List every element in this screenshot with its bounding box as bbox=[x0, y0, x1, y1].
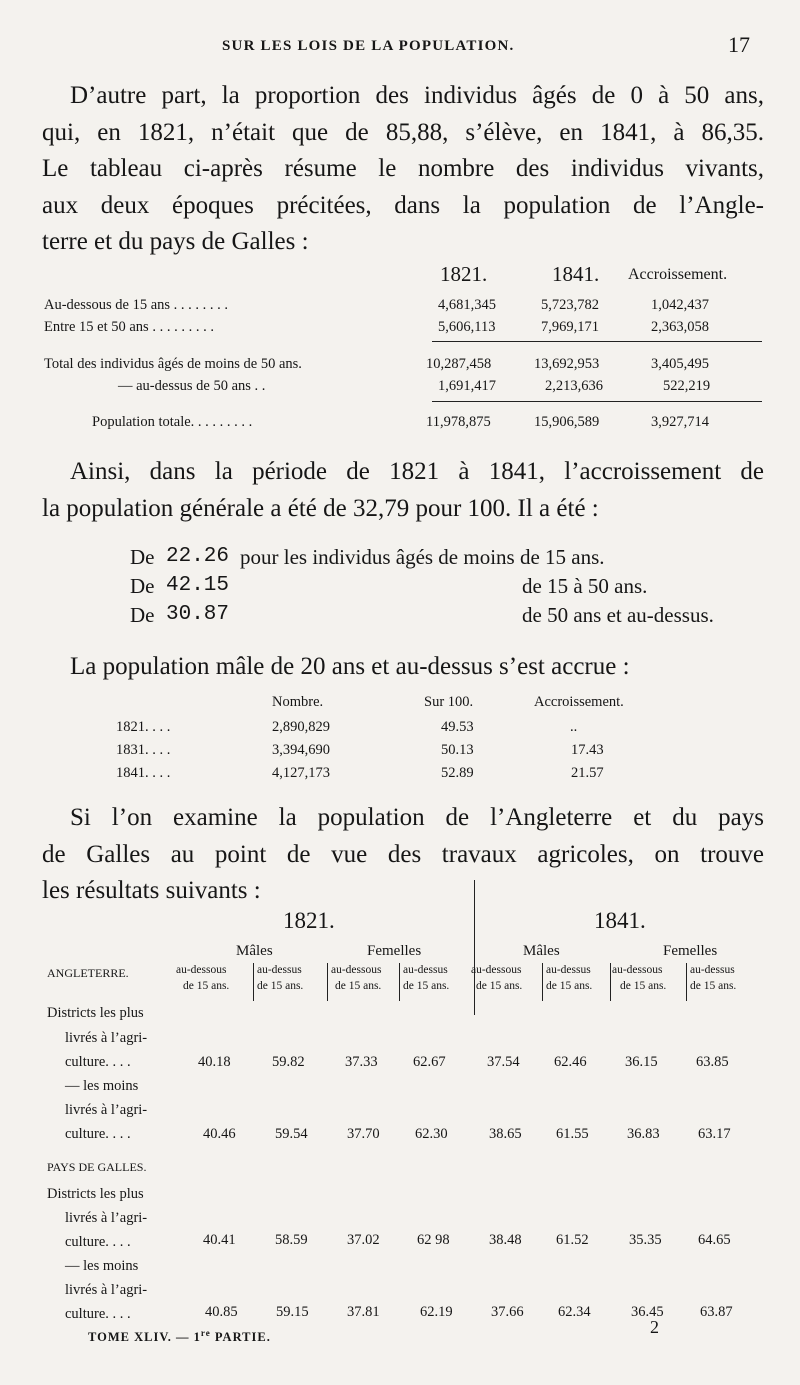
growth-text: de 50 ans et au-dessus. bbox=[522, 603, 714, 627]
sex-header: Femelles bbox=[663, 943, 718, 959]
volume-text: TOME XLIV. — 1 bbox=[88, 1330, 201, 1345]
growth-prefix: De bbox=[130, 574, 155, 598]
col-header: Accroissement. bbox=[534, 694, 624, 710]
cell-value: 1,042,437 bbox=[651, 297, 709, 313]
cell-value: 5,606,113 bbox=[438, 319, 496, 335]
column-divider bbox=[253, 963, 254, 1001]
text-line: La population mâle de 20 ans et au-dessus s’est accrue : bbox=[70, 653, 630, 680]
cell-value: 3,405,495 bbox=[651, 356, 709, 372]
cell-value: 40.46 bbox=[203, 1126, 236, 1142]
row-label-line: livrés à l’agri- bbox=[65, 1210, 148, 1226]
paragraph-3 bbox=[42, 649, 764, 686]
cell-value: 62.30 bbox=[415, 1126, 448, 1142]
column-subheader: de 15 ans. bbox=[183, 980, 230, 992]
text-line: Le tableau ci-après résume le nombre des individus vivants, bbox=[42, 155, 764, 182]
paragraph-2 bbox=[42, 454, 764, 527]
column-divider bbox=[327, 963, 328, 1001]
cell-value: 59.82 bbox=[272, 1054, 305, 1070]
row-label-line: Districts les plus bbox=[47, 1186, 144, 1202]
cell-value: 37.33 bbox=[345, 1054, 378, 1070]
text-line: Si l’on examine la population de l’Angleterre et du pays bbox=[70, 804, 764, 831]
row-label-line: livrés à l’agri- bbox=[65, 1282, 148, 1298]
volume-superscript: re bbox=[200, 1328, 211, 1338]
row-label-line: livrés à l’agri- bbox=[65, 1030, 148, 1046]
text-line: Ainsi, dans la période de 1821 à 1841, l’accroissement de bbox=[70, 458, 764, 485]
cell-value: 36.15 bbox=[625, 1054, 658, 1070]
text-line: la population générale a été de 32,79 pour 100. Il a été : bbox=[42, 494, 599, 522]
column-subheader: au-dessous bbox=[471, 964, 522, 976]
cell-value: 1,691,417 bbox=[438, 378, 496, 394]
volume-signature bbox=[88, 1328, 271, 1345]
cell-value: 49.53 bbox=[441, 719, 474, 735]
row-label-line: — les moins bbox=[65, 1258, 139, 1274]
cell-value: 36.83 bbox=[627, 1126, 660, 1142]
col-header: Sur 100. bbox=[424, 694, 474, 710]
cell-value: 21.57 bbox=[571, 765, 604, 781]
row-year: 1841. . . . bbox=[116, 765, 171, 781]
growth-text: de 15 à 50 ans. bbox=[522, 574, 648, 598]
column-divider bbox=[399, 963, 400, 1001]
row-label: Entre 15 et 50 ans . . . . . . . . . bbox=[44, 319, 214, 335]
column-subheader: au-dessous bbox=[331, 964, 382, 976]
text-line: terre et du pays de Galles : bbox=[42, 228, 309, 255]
cell-value: 59.54 bbox=[275, 1126, 308, 1142]
paragraph-4 bbox=[42, 800, 764, 910]
cell-value: 7,969,171 bbox=[541, 319, 599, 335]
row-year: 1821. . . . bbox=[116, 719, 171, 735]
row-label-line: culture. . . . bbox=[65, 1126, 131, 1142]
cell-value: 35.35 bbox=[629, 1232, 662, 1248]
row-label-line: culture. . . . bbox=[65, 1306, 131, 1322]
column-subheader: de 15 ans. bbox=[620, 980, 667, 992]
running-title: SUR LES LOIS DE LA POPULATION. bbox=[222, 38, 515, 54]
cell-value: 63.85 bbox=[696, 1054, 729, 1070]
cell-value: 4,127,173 bbox=[272, 765, 330, 781]
growth-prefix: De bbox=[130, 545, 155, 569]
cell-value: 62.46 bbox=[554, 1054, 587, 1070]
sum-rule bbox=[432, 401, 762, 402]
growth-value: 22.26 bbox=[166, 545, 230, 568]
sex-header: Mâles bbox=[523, 943, 560, 959]
cell-value: 15,906,589 bbox=[534, 414, 600, 430]
cell-value: 61.55 bbox=[556, 1126, 589, 1142]
cell-value: 2,890,829 bbox=[272, 719, 330, 735]
cell-value: 59.15 bbox=[276, 1304, 309, 1320]
cell-value: 13,692,953 bbox=[534, 356, 600, 372]
cell-value: 61.52 bbox=[556, 1232, 589, 1248]
paragraph-1 bbox=[42, 78, 764, 261]
year-header: 1821. bbox=[283, 908, 335, 933]
region-label: PAYS DE GALLES. bbox=[47, 1160, 147, 1174]
page-number: 17 bbox=[728, 32, 750, 57]
cell-value: 3,927,714 bbox=[651, 414, 709, 430]
cell-value: 40.41 bbox=[203, 1232, 236, 1248]
row-year: 1831. . . . bbox=[116, 742, 171, 758]
text-line: les résultats suivants : bbox=[42, 877, 261, 904]
cell-value: 2,363,058 bbox=[651, 319, 709, 335]
column-subheader: au-dessus bbox=[690, 964, 735, 976]
cell-value: 11,978,875 bbox=[426, 414, 491, 430]
column-subheader: de 15 ans. bbox=[403, 980, 450, 992]
col-header-1821: 1821. bbox=[440, 262, 488, 286]
column-subheader: de 15 ans. bbox=[476, 980, 523, 992]
cell-value: 63.17 bbox=[698, 1126, 731, 1142]
row-label-line: — les moins bbox=[65, 1078, 139, 1094]
sex-header: Femelles bbox=[367, 943, 422, 959]
text-line: aux deux époques précitées, dans la population de l’Angle- bbox=[42, 191, 764, 219]
year-divider bbox=[474, 880, 475, 1015]
column-subheader: au-dessus bbox=[403, 964, 448, 976]
cell-value: 10,287,458 bbox=[426, 356, 492, 372]
growth-text: pour les individus âgés de moins de 15 ans. bbox=[240, 545, 605, 569]
cell-value: 4,681,345 bbox=[438, 297, 496, 313]
cell-value: 50.13 bbox=[441, 742, 474, 758]
column-subheader: de 15 ans. bbox=[335, 980, 382, 992]
row-label-line: livrés à l’agri- bbox=[65, 1102, 148, 1118]
column-divider bbox=[686, 963, 687, 1001]
col-header: Nombre. bbox=[272, 694, 324, 710]
column-subheader: au-dessus bbox=[546, 964, 591, 976]
growth-value: 42.15 bbox=[166, 574, 230, 597]
cell-value: 38.48 bbox=[489, 1232, 522, 1248]
cell-value: 62.34 bbox=[558, 1304, 591, 1320]
cell-value: 64.65 bbox=[698, 1232, 731, 1248]
cell-value: 62 98 bbox=[417, 1232, 450, 1248]
text-line: D’autre part, la proportion des individus âgés de 0 à 50 ans, bbox=[70, 82, 764, 109]
cell-value: 2,213,636 bbox=[545, 378, 603, 394]
text-line: qui, en 1821, n’était que de 85,88, s’élève, en 1841, à 86,35. bbox=[42, 118, 764, 146]
cell-value: 36.45 bbox=[631, 1304, 664, 1320]
column-subheader: de 15 ans. bbox=[257, 980, 304, 992]
cell-value: 38.65 bbox=[489, 1126, 522, 1142]
column-divider bbox=[542, 963, 543, 1001]
row-label-line: culture. . . . bbox=[65, 1054, 131, 1070]
cell-value: 40.18 bbox=[198, 1054, 231, 1070]
row-label: — au-dessus de 50 ans . . bbox=[118, 378, 266, 394]
col-header-1841: 1841. bbox=[552, 262, 600, 286]
column-subheader: de 15 ans. bbox=[546, 980, 593, 992]
region-label: ANGLETERRE. bbox=[47, 966, 129, 980]
cell-value: 40.85 bbox=[205, 1304, 238, 1320]
row-label: Total des individus âgés de moins de 50 ans. bbox=[44, 356, 302, 372]
year-header: 1841. bbox=[594, 908, 646, 933]
row-label: Population totale. . . . . . . . . bbox=[92, 414, 253, 430]
growth-prefix: De bbox=[130, 603, 155, 627]
text-line: de Galles au point de vue des travaux agricoles, on trouve bbox=[42, 840, 764, 868]
cell-value: 58.59 bbox=[275, 1232, 308, 1248]
growth-value: 30.87 bbox=[166, 603, 230, 626]
printer-signature: 2 bbox=[650, 1317, 659, 1337]
column-subheader: de 15 ans. bbox=[690, 980, 737, 992]
cell-value: 63.87 bbox=[700, 1304, 733, 1320]
sum-rule bbox=[432, 341, 762, 342]
row-label-line: Districts les plus bbox=[47, 1005, 144, 1021]
cell-value: 37.70 bbox=[347, 1126, 380, 1142]
cell-value: 17.43 bbox=[571, 742, 604, 758]
cell-value: 5,723,782 bbox=[541, 297, 599, 313]
cell-value: 522,219 bbox=[663, 378, 711, 394]
sex-header: Mâles bbox=[236, 943, 273, 959]
cell-value: 62.67 bbox=[413, 1054, 446, 1070]
column-subheader: au-dessus bbox=[257, 964, 302, 976]
cell-value: 52.89 bbox=[441, 765, 474, 781]
cell-value: 62.19 bbox=[420, 1304, 453, 1320]
part-text: PARTIE. bbox=[210, 1330, 271, 1345]
row-label: Au-dessous de 15 ans . . . . . . . . bbox=[44, 297, 229, 313]
row-label-line: culture. . . . bbox=[65, 1234, 131, 1250]
cell-value: 37.54 bbox=[487, 1054, 520, 1070]
cell-value: 3,394,690 bbox=[272, 742, 330, 758]
cell-value: 37.81 bbox=[347, 1304, 380, 1320]
cell-value: 37.66 bbox=[491, 1304, 524, 1320]
col-header-accroissement: Accroissement. bbox=[628, 266, 728, 283]
cell-value: .. bbox=[570, 719, 578, 735]
column-divider bbox=[610, 963, 611, 1001]
cell-value: 37.02 bbox=[347, 1232, 380, 1248]
column-subheader: au-dessous bbox=[176, 964, 227, 976]
column-subheader: au-dessous bbox=[612, 964, 663, 976]
